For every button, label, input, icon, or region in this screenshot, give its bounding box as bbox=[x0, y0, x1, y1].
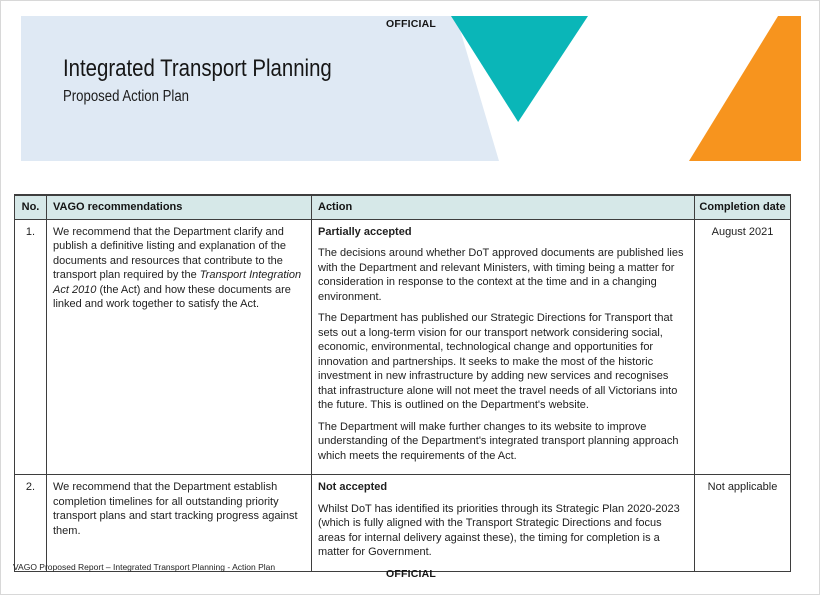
recommendation-cell bbox=[47, 219, 312, 475]
action-paragraph: Whilst DoT has identified its priorities through its Strategic Plan 2020-2023 (which is fully aligned with the Transport Strategic Directions and focus areas for internal delivery against these), the timing for completion is a matter for Government. bbox=[318, 502, 680, 558]
column-header-no: No. bbox=[15, 195, 47, 219]
recommendation-text: We recommend that the Department establish completion timelines for all outstanding priority transport plans and start tracking progress against them. bbox=[53, 481, 298, 537]
row-number-cell: 2. bbox=[15, 475, 47, 572]
recommendations-table bbox=[14, 194, 791, 572]
footer-document-reference: VAGO Proposed Report – Integrated Transport Planning - Action Plan bbox=[13, 562, 276, 572]
classification-marking-bottom: OFFICIAL bbox=[385, 568, 436, 580]
classification-marking-top: OFFICIAL bbox=[385, 18, 436, 30]
action-paragraph: The decisions around whether DoT approved documents are published lies with the Department and relevant Ministers, with timing being a matter for consideration in response to the context at the time and in a changing environment. bbox=[318, 247, 684, 303]
recommendation-text: (the Act) and how these documents are linked and work together to satisfy the Act. bbox=[53, 283, 291, 310]
orange-triangle-graphic bbox=[689, 16, 801, 161]
action-cell bbox=[312, 475, 695, 572]
row-number-cell: 1. bbox=[15, 219, 47, 475]
table-row bbox=[15, 219, 791, 475]
column-header-action: Action bbox=[312, 195, 695, 219]
action-status: Partially accepted bbox=[318, 225, 412, 238]
page-subtitle: Proposed Action Plan bbox=[63, 88, 189, 105]
page-title: Integrated Transport Planning bbox=[63, 55, 332, 82]
action-paragraph: The Department will make further changes to its website to improve understanding of the Department's integrated transport planning approach which meets the requirements of the Act. bbox=[318, 420, 679, 462]
action-status: Not accepted bbox=[318, 481, 388, 493]
recommendation-text: We recommend that the Department clarify and publish a definitive listing and explanation of the documents and resources that contribute to the transport plan required by the bbox=[53, 225, 286, 281]
completion-date-cell: Not applicable bbox=[695, 475, 791, 572]
completion-date-cell: August 2021 bbox=[695, 219, 791, 475]
recommendation-text-italic: Transport Integration Act 2010 bbox=[53, 269, 302, 296]
column-header-recommendations: VAGO recommendations bbox=[47, 195, 312, 219]
action-cell bbox=[312, 219, 695, 475]
column-header-completion-date: Completion date bbox=[695, 195, 791, 219]
table-row bbox=[15, 475, 791, 572]
action-paragraph: The Department has published our Strategic Directions for Transport that sets out a long-term vision for our transport network considering social, economic, environmental, technological change and opportunities for innovation and partnerships. It seeks to make the most of the historic investment in new infrastructure by adding new services and recognises that infrastructure alone will not meet the travel needs of all Victorians into the future. This is outlined on the Department's website. bbox=[318, 312, 678, 411]
table-header-row bbox=[15, 195, 791, 219]
recommendation-cell bbox=[47, 475, 312, 572]
